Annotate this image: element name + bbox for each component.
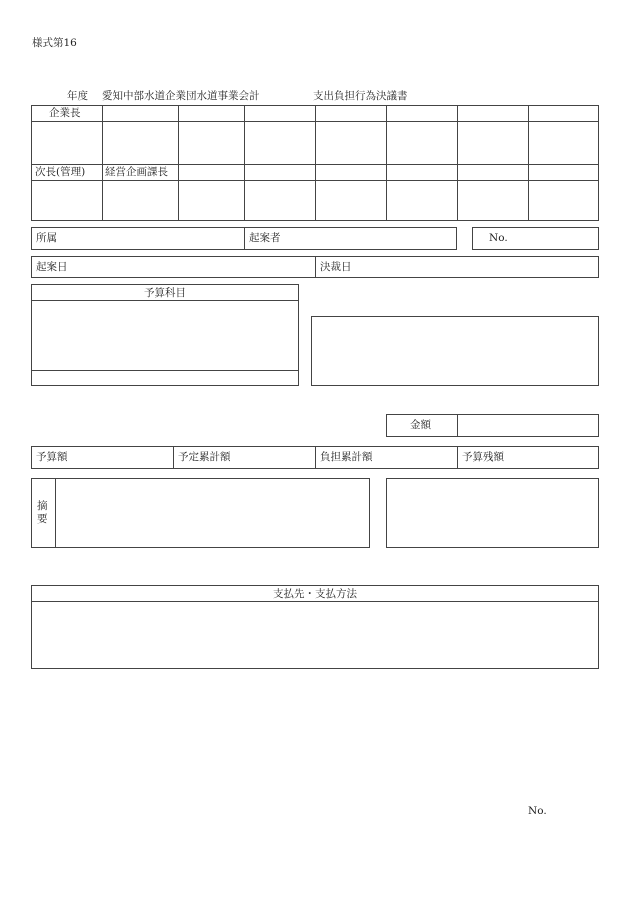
payment-field[interactable] <box>32 602 598 668</box>
amount-field[interactable] <box>458 415 598 436</box>
seal-cell-director[interactable] <box>32 122 102 164</box>
document-title: 支出負担行為決議書 <box>313 90 408 102</box>
footer-number-label: No. <box>528 805 547 817</box>
fiscal-year-label: 年度 <box>67 90 88 102</box>
summary-right-box[interactable] <box>386 478 599 548</box>
number-label: No. <box>489 232 508 244</box>
right-blank-box[interactable] <box>311 316 599 386</box>
remaining-budget-label: 予算残額 <box>462 451 504 463</box>
amount-label: 金額 <box>410 419 431 431</box>
payment-header: 支払先・支払方法 <box>273 588 357 600</box>
planning-manager-label: 経営企画課長 <box>105 166 168 178</box>
draft-date-label: 起案日 <box>36 261 68 273</box>
budget-item-field[interactable] <box>32 301 298 369</box>
drafter-field[interactable] <box>290 228 456 249</box>
department-field[interactable] <box>62 228 242 249</box>
summary-label: 摘要 <box>37 500 48 525</box>
draft-date-field[interactable] <box>72 257 312 277</box>
approval-date-field[interactable] <box>358 257 598 277</box>
committed-cumulative-label: 負担累計額 <box>320 451 373 463</box>
department-label: 所属 <box>36 232 57 244</box>
deputy-director-label: 次長(管理) <box>35 166 86 178</box>
drafter-label: 起案者 <box>249 232 281 244</box>
director-label: 企業長 <box>49 107 81 119</box>
budget-amount-label: 予算額 <box>36 451 68 463</box>
budget-item-header: 予算科目 <box>144 287 186 299</box>
approval-date-label: 決裁日 <box>320 261 352 273</box>
form-number: 様式第16 <box>32 37 77 49</box>
seal-cell-planning-manager[interactable] <box>103 181 178 221</box>
planned-cumulative-label: 予定累計額 <box>178 451 231 463</box>
organization-name: 愛知中部水道企業団水道事業会計 <box>102 90 260 102</box>
summary-field[interactable] <box>56 479 369 547</box>
seal-cell-deputy[interactable] <box>32 181 102 221</box>
budget-item-subfield[interactable] <box>32 371 298 385</box>
